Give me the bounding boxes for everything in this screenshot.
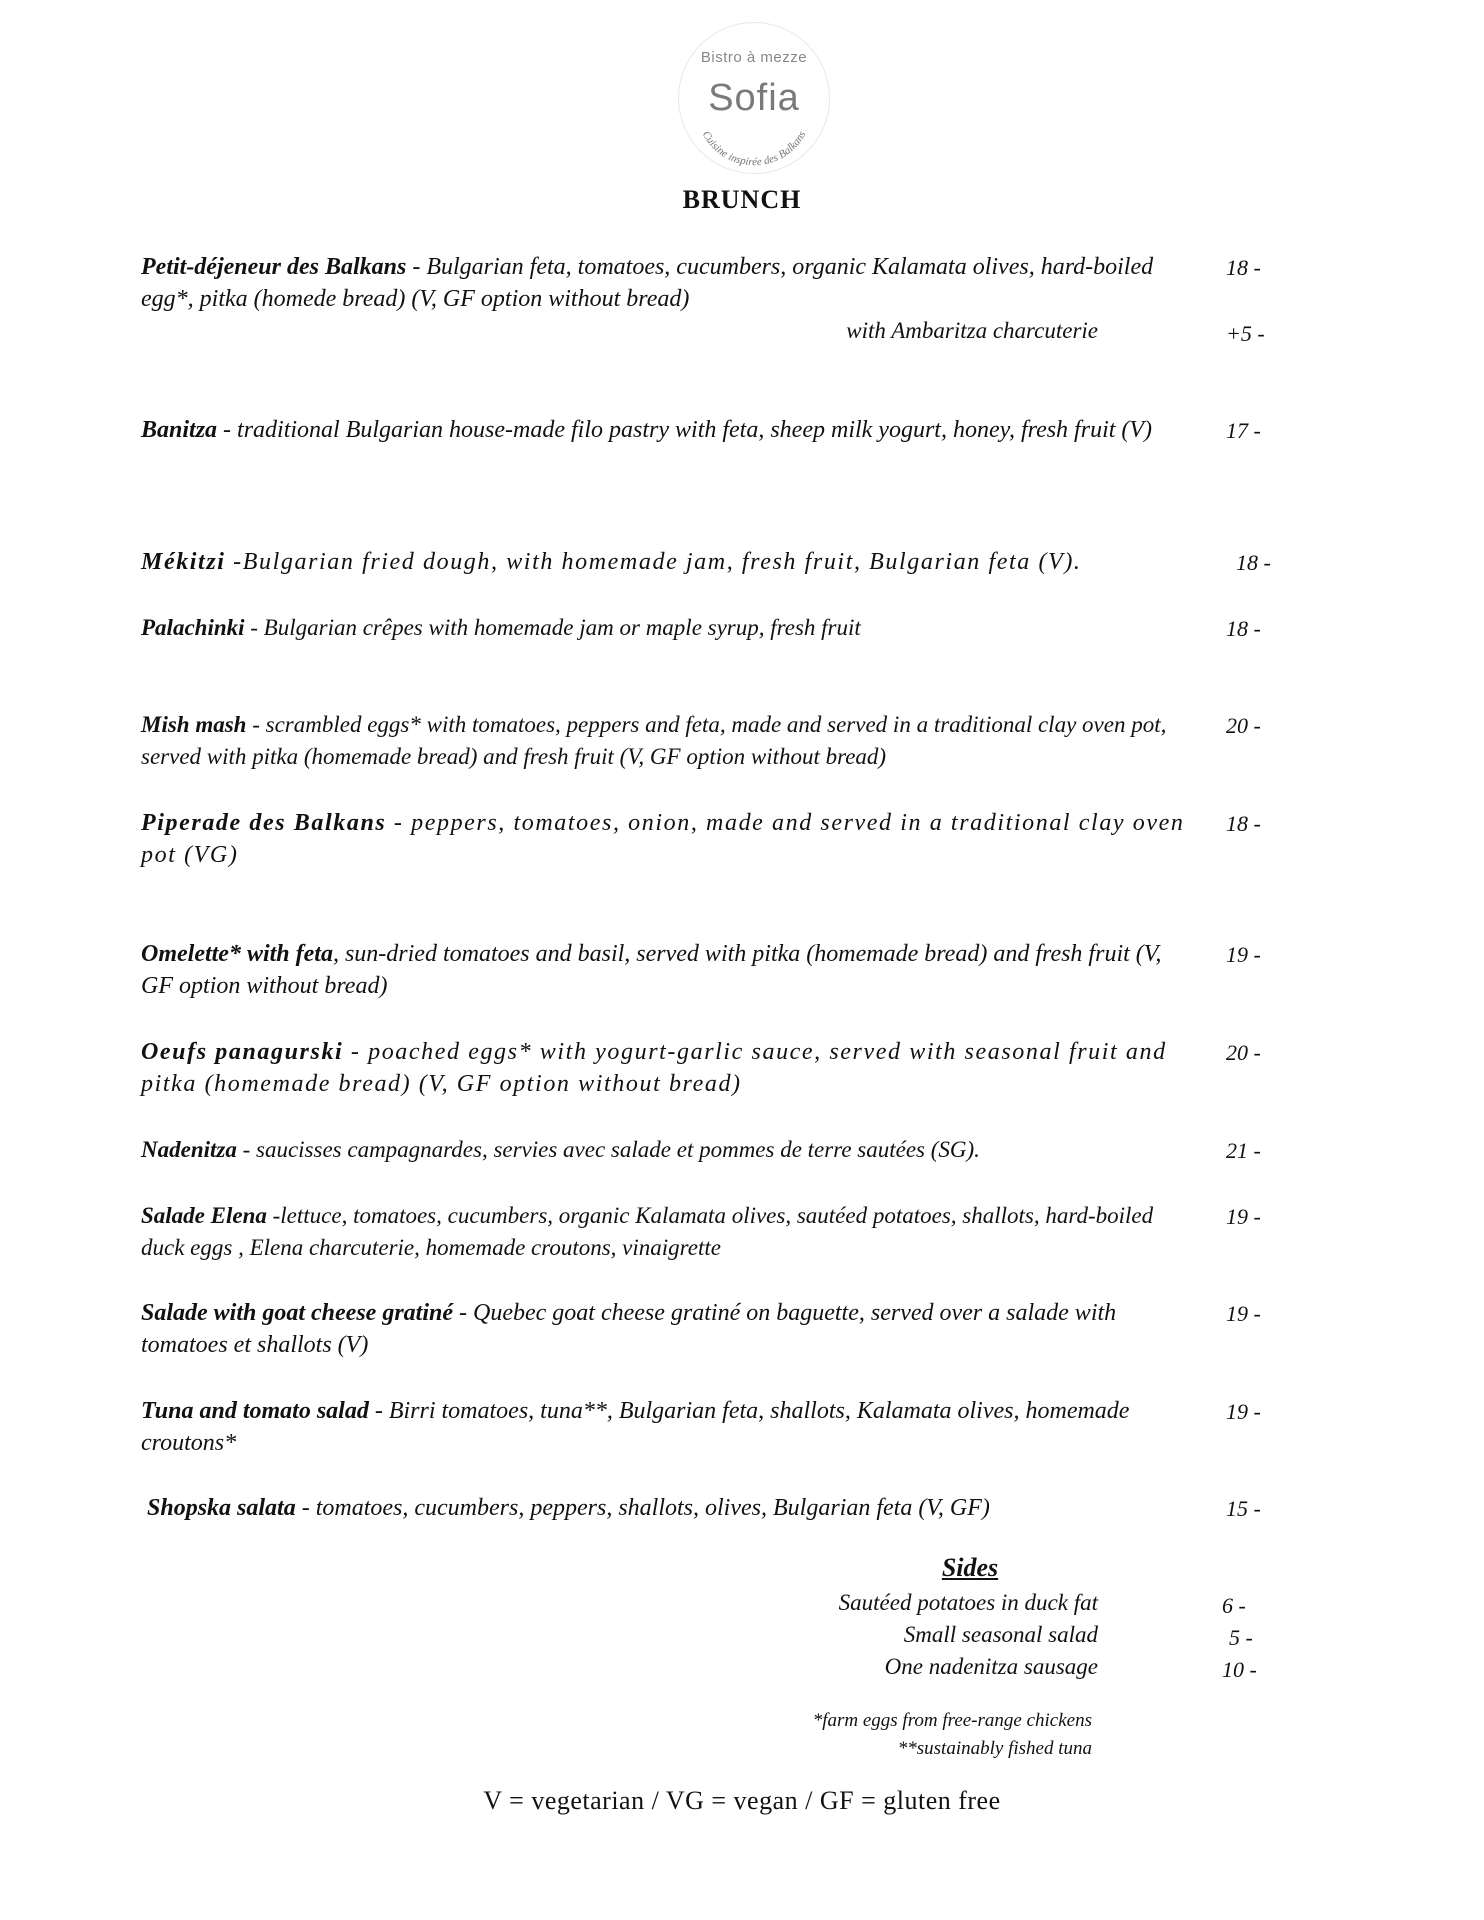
- item-price: 15 -: [1226, 1496, 1261, 1521]
- item-description: -Bulgarian fried dough, with homemade jam, fresh fruit, Bulgarian feta (V).: [225, 549, 1082, 575]
- item-description: - scrambled eggs* with tomatoes, peppers and feta, made and served in a traditional clay oven pot, served with pitka (homemade bread) and fresh fruit (V, GF option without bread): [141, 712, 1167, 769]
- logo-tagline: Bistro à mezze: [700, 49, 808, 66]
- menu-item: [141, 1297, 1186, 1361]
- item-price: 19 -: [1226, 1399, 1261, 1424]
- restaurant-logo: [678, 22, 830, 174]
- svg-text:Cuisine inspirée des Balkans: [700, 129, 809, 168]
- item-description: - traditional Bulgarian house-made filo pastry with feta, sheep milk yogurt, honey, fresh fruit (V): [217, 417, 1153, 443]
- side-item-price: 5 -: [1229, 1625, 1253, 1650]
- logo-arc-label: Cuisine inspirée des Balkans: [699, 129, 809, 169]
- dietary-legend: V = vegetarian / VG = vegan / GF = gluten free: [483, 1786, 1001, 1815]
- item-name: Shopska salata: [147, 1495, 296, 1521]
- item-description: - Quebec goat cheese gratiné on baguette, served over a salade with tomatoes et shallots (V): [141, 1300, 1117, 1358]
- footnote-tuna: **sustainably fished tuna: [897, 1738, 1092, 1759]
- item-name: Salade with goat cheese gratiné: [141, 1300, 453, 1326]
- item-name: Tuna and tomato salad: [141, 1398, 369, 1424]
- logo-name: Sofia: [708, 77, 800, 119]
- item-description: , sun-dried tomatoes and basil, served with pitka (homemade bread) and fresh fruit (V, GF option without bread): [141, 941, 1162, 999]
- menu-item: [141, 709, 1186, 773]
- item-description: - poached eggs* with yogurt-garlic sauce, served with seasonal fruit and pitka (homemade bread) (V, GF option without bread): [141, 1039, 1167, 1097]
- sides-title: Sides: [941, 1553, 999, 1582]
- menu-item: [141, 414, 1186, 446]
- item-price: 18 -: [1236, 550, 1271, 575]
- item-name: Oeufs panagurski: [141, 1039, 344, 1065]
- item-price: 19 -: [1226, 942, 1261, 967]
- item-name: Salade Elena: [141, 1203, 267, 1228]
- item-price: 20 -: [1226, 713, 1261, 738]
- menu-item: [147, 1492, 1192, 1524]
- side-item-price: 6 -: [1222, 1593, 1246, 1618]
- item-name: Petit-déjeneur des Balkans: [141, 254, 407, 280]
- item-price: 21 -: [1226, 1138, 1261, 1163]
- item-name: Piperade des Balkans: [141, 810, 387, 836]
- menu-item: [141, 612, 1186, 644]
- menu-item: [141, 807, 1186, 871]
- side-item-label: Sautéed potatoes in duck fat: [838, 1590, 1098, 1615]
- item-description: - Birri tomatoes, tuna**, Bulgarian feta, shallots, Kalamata olives, homemade croutons*: [141, 1398, 1130, 1456]
- item-price: 19 -: [1226, 1301, 1261, 1326]
- item-description: -lettuce, tomatoes, cucumbers, organic Kalamata olives, sautéed potatoes, shallots, hard-boiled duck eggs , Elena charcuterie, homemade croutons, vinaigrette: [141, 1203, 1154, 1260]
- side-item-label: Small seasonal salad: [903, 1622, 1098, 1647]
- menu-item: [141, 546, 1186, 578]
- menu-item: [141, 938, 1186, 1002]
- item-description: - tomatoes, cucumbers, peppers, shallots, olives, Bulgarian feta (V, GF): [295, 1495, 990, 1521]
- item-description: - peppers, tomatoes, onion, made and served in a traditional clay oven pot (VG): [141, 810, 1185, 868]
- side-item-label: One nadenitza sausage: [884, 1654, 1098, 1679]
- menu-item: [141, 251, 1186, 315]
- item-price: 18 -: [1226, 616, 1261, 641]
- menu-item: [141, 1395, 1186, 1459]
- item-description: - Bulgarian feta, tomatoes, cucumbers, organic Kalamata olives, hard-boiled egg*, pitka (homede bread) (V, GF option without bread): [141, 254, 1154, 312]
- menu-item: [141, 1200, 1186, 1264]
- item-name: Omelette* with feta: [141, 941, 333, 967]
- item-price: 18 -: [1226, 811, 1261, 836]
- menu-item: [141, 1036, 1186, 1100]
- menu-title: BRUNCH: [682, 185, 802, 214]
- logo-arc-text: [679, 23, 829, 173]
- item-extra-label: with Ambaritza charcuterie: [846, 318, 1098, 343]
- item-name: Mish mash: [141, 712, 247, 737]
- item-price: 18 -: [1226, 255, 1261, 280]
- item-extra-price: +5 -: [1226, 321, 1265, 346]
- item-name: Nadenitza: [141, 1137, 237, 1162]
- item-name: Palachinki: [141, 615, 245, 640]
- item-price: 19 -: [1226, 1204, 1261, 1229]
- footnote-eggs: *farm eggs from free-range chickens: [812, 1710, 1092, 1731]
- item-price: 20 -: [1226, 1040, 1261, 1065]
- item-name: Banitza: [141, 417, 218, 443]
- side-item-price: 10 -: [1222, 1657, 1257, 1682]
- item-name: Mékitzi: [141, 549, 226, 575]
- menu-item: [141, 1134, 1186, 1166]
- item-description: - Bulgarian crêpes with homemade jam or maple syrup, fresh fruit: [244, 615, 861, 640]
- item-price: 17 -: [1226, 418, 1261, 443]
- item-description: - saucisses campagnardes, servies avec salade et pommes de terre sautées (SG).: [236, 1137, 980, 1162]
